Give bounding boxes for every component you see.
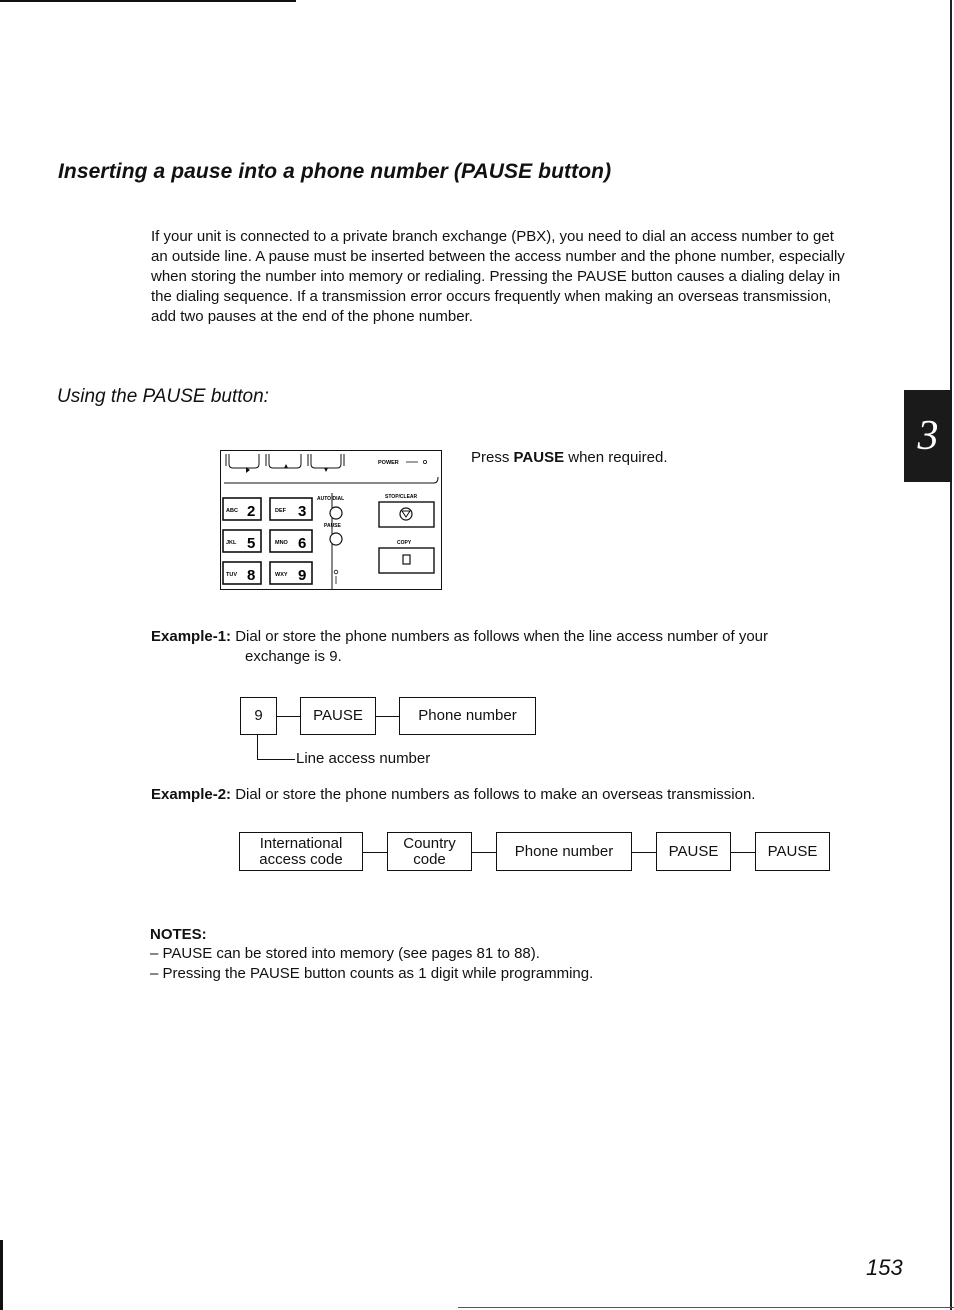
note-item: – PAUSE can be stored into memory (see pages 81 to 88). (150, 945, 540, 962)
subsection-title: Using the PAUSE button: (57, 386, 269, 407)
copy-label: COPY (397, 540, 412, 546)
stop-clear-label: STOP/CLEAR (385, 494, 418, 500)
example-2-box-pause-2: PAUSE (755, 832, 830, 871)
auto-dial-button (330, 507, 342, 519)
svg-text:DEF: DEF (275, 508, 286, 514)
example-1-label: Example-1: (151, 628, 232, 645)
callout-line (257, 735, 258, 759)
right-page-edge (950, 0, 952, 1310)
notes-title: NOTES: (150, 926, 207, 943)
svg-text:ABC: ABC (226, 508, 238, 514)
key-3 (270, 498, 312, 520)
stop-clear-button (379, 502, 434, 527)
example-1-box-9: 9 (240, 697, 277, 735)
notes-list (150, 944, 593, 984)
note-item: – Pressing the PAUSE button counts as 1 digit while programming. (150, 965, 594, 982)
press-pause-instruction: Press PAUSE when required. (471, 449, 668, 466)
svg-text:3: 3 (298, 503, 307, 520)
connector (277, 716, 300, 717)
pause-label: PAUSE (324, 523, 341, 529)
example-2-box-phone-number: Phone number (496, 832, 632, 871)
example-2-box-international-access-code: International access code (239, 832, 363, 871)
copy-button (379, 548, 434, 573)
left-page-edge (0, 1240, 3, 1310)
connector (632, 852, 656, 853)
key-6 (270, 530, 312, 552)
svg-text:9: 9 (298, 567, 307, 584)
line-access-note: Line access number (296, 750, 431, 767)
key-8 (223, 562, 261, 584)
connector (376, 716, 399, 717)
chapter-tab: 3 (904, 390, 952, 482)
key-2 (223, 498, 261, 520)
example-2-box-pause-1: PAUSE (656, 832, 731, 871)
svg-text:JKL: JKL (226, 540, 237, 546)
bottom-rule (458, 1307, 954, 1308)
key-9 (270, 562, 312, 584)
example-1-box-phone-number: Phone number (399, 697, 536, 735)
example-1-text-cont: exchange is 9. (245, 648, 342, 665)
connector (472, 852, 496, 853)
top-rule (0, 0, 296, 2)
example-2-text: Example-2: Dial or store the phone numbers as follows to make an overseas transmission. (151, 786, 756, 803)
svg-text:5: 5 (247, 535, 256, 552)
intro-paragraph: If your unit is connected to a private branch exchange (PBX), you need to dial an access number to get an outside line. A pause must be inserted between the access number and the phone number, especially when storing the number into memory or redialing. Pressing the PAUSE button causes a dialing delay in the dialing sequence. If a transmission error occurs frequently when making an overseas transmission, add two pauses at the end of the phone number. (151, 228, 845, 325)
example-2-label: Example-2: (151, 786, 232, 803)
svg-text:TUV: TUV (226, 572, 237, 578)
section-title: Inserting a pause into a phone number (PAUSE button) (58, 160, 612, 183)
example-1-text: Example-1: Dial or store the phone numbers as follows when the line access number of your (151, 628, 768, 645)
pause-button (330, 533, 342, 545)
callout-line (257, 759, 295, 760)
svg-text:WXY: WXY (275, 572, 288, 578)
example-1-box-pause: PAUSE (300, 697, 376, 735)
connector (731, 852, 755, 853)
connector (363, 852, 387, 853)
example-2-box-country-code: Country code (387, 832, 472, 871)
svg-text:MNO: MNO (275, 540, 288, 546)
svg-text:6: 6 (298, 535, 307, 552)
control-panel-illustration (220, 450, 442, 590)
svg-text:8: 8 (247, 567, 256, 584)
page-number: 153 (866, 1255, 903, 1280)
svg-text:2: 2 (247, 503, 256, 520)
auto-dial-label: AUTO DIAL (317, 496, 345, 502)
key-5 (223, 530, 261, 552)
power-label: POWER (378, 460, 399, 466)
